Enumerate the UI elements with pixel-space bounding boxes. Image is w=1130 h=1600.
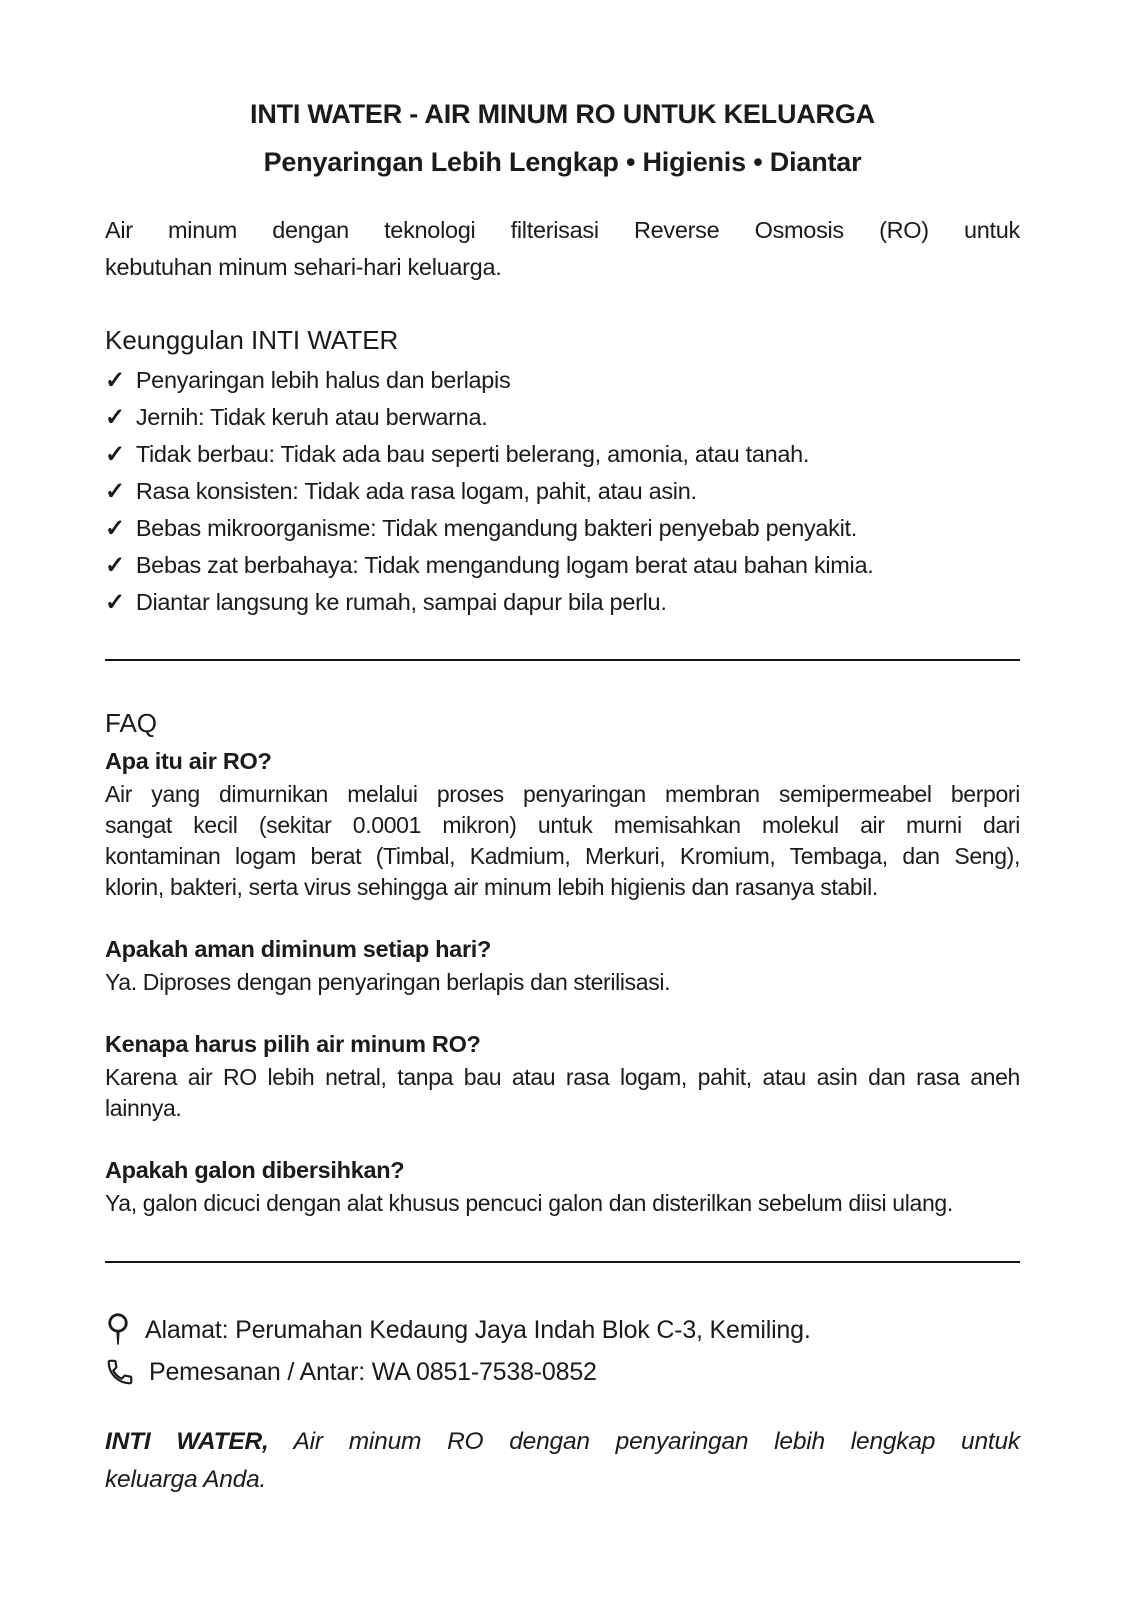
- address-line: [105, 1309, 1020, 1351]
- advantages-list: [105, 362, 1020, 621]
- list-item: [105, 362, 1020, 399]
- faq-heading: FAQ: [105, 708, 158, 738]
- intro-paragraph: [105, 212, 1020, 286]
- order-text: Pemesanan / Antar: WA 0851-7538-0852: [149, 1358, 597, 1386]
- check-icon: ✓: [105, 367, 125, 394]
- paragraph-line: kebutuhan minum sehari-hari keluarga.: [105, 254, 502, 280]
- paragraph-line: Air yang dimurnikan melalui proses penyaringan membran semipermeabel berpori: [105, 781, 1020, 807]
- faq-question: Kenapa harus pilih air minum RO?: [105, 1031, 481, 1057]
- faq-item: [105, 1026, 1020, 1124]
- paragraph-line: Air minum dengan teknologi filterisasi Reverse Osmosis (RO) untuk: [105, 217, 1020, 243]
- paragraph-line: Karena air RO lebih netral, tanpa bau atau rasa logam, pahit, atau asin dan rasa aneh: [105, 1064, 1020, 1090]
- faq-answer: [105, 1062, 1020, 1124]
- paragraph-line: [105, 1423, 1020, 1461]
- faq-question: Apakah galon dibersihkan?: [105, 1157, 405, 1183]
- section-divider: [105, 659, 1020, 661]
- check-icon: ✓: [105, 589, 125, 616]
- page-subtitle: Penyaringan Lebih Lengkap • Higienis • Diantar: [263, 147, 862, 177]
- faq-question: Apakah aman diminum setiap hari?: [105, 936, 492, 962]
- list-item-text: Bebas mikroorganisme: Tidak mengandung bakteri penyebab penyakit.: [135, 515, 858, 541]
- order-line: [105, 1351, 1020, 1393]
- contact-block: [105, 1309, 1020, 1393]
- paragraph-line: Ya. Diproses dengan penyaringan berlapis dan sterilisasi.: [105, 969, 671, 995]
- paragraph-line: lainnya.: [105, 1095, 182, 1121]
- list-item-text: Rasa konsisten: Tidak ada rasa logam, pahit, atau asin.: [135, 478, 697, 504]
- faq-item: [105, 931, 1020, 998]
- faq-item: [105, 743, 1020, 903]
- closing-text: Air minum RO dengan penyaringan lebih lengkap untuk: [293, 1428, 1020, 1455]
- paragraph-line: keluarga Anda.: [105, 1466, 267, 1493]
- advantages-heading: Keunggulan INTI WATER: [105, 325, 399, 355]
- phone-icon: [105, 1357, 135, 1387]
- check-icon: ✓: [105, 552, 125, 579]
- check-icon: ✓: [105, 404, 125, 431]
- list-item-text: Diantar langsung ke rumah, sampai dapur bila perlu.: [135, 589, 667, 615]
- list-item: [105, 473, 1020, 510]
- section-divider: [105, 1261, 1020, 1263]
- closing-paragraph: [105, 1423, 1020, 1499]
- list-item: [105, 547, 1020, 584]
- check-icon: ✓: [105, 515, 125, 542]
- list-item: [105, 436, 1020, 473]
- brand-name: INTI WATER,: [105, 1428, 269, 1455]
- faq-answer: [105, 1188, 1020, 1219]
- location-pin-icon: [105, 1312, 131, 1348]
- paragraph-line: Ya, galon dicuci dengan alat khusus pencuci galon dan disterilkan sebelum diisi ulang.: [105, 1190, 953, 1216]
- list-item-text: Tidak berbau: Tidak ada bau seperti belerang, amonia, atau tanah.: [135, 441, 810, 467]
- faq-answer: [105, 967, 1020, 998]
- faq-answer: [105, 779, 1020, 903]
- paragraph-line: klorin, bakteri, serta virus sehingga air minum lebih higienis dan rasanya stabil.: [105, 874, 878, 900]
- faq-question: Apa itu air RO?: [105, 748, 272, 774]
- list-item: [105, 510, 1020, 547]
- list-item-text: Bebas zat berbahaya: Tidak mengandung logam berat atau bahan kimia.: [135, 552, 874, 578]
- page-title: INTI WATER - AIR MINUM RO UNTUK KELUARGA: [250, 99, 875, 129]
- list-item-text: Penyaringan lebih halus dan berlapis: [135, 367, 511, 393]
- list-item-text: Jernih: Tidak keruh atau berwarna.: [135, 404, 488, 430]
- list-item: [105, 399, 1020, 436]
- check-icon: ✓: [105, 441, 125, 468]
- check-icon: ✓: [105, 478, 125, 505]
- list-item: [105, 584, 1020, 621]
- paragraph-line: kontaminan logam berat (Timbal, Kadmium, Merkuri, Kromium, Tembaga, dan Seng),: [105, 843, 1020, 869]
- address-text: Alamat: Perumahan Kedaung Jaya Indah Blok C-3, Kemiling.: [145, 1316, 811, 1344]
- paragraph-line: sangat kecil (sekitar 0.0001 mikron) untuk memisahkan molekul air murni dari: [105, 812, 1020, 838]
- faq-item: [105, 1152, 1020, 1219]
